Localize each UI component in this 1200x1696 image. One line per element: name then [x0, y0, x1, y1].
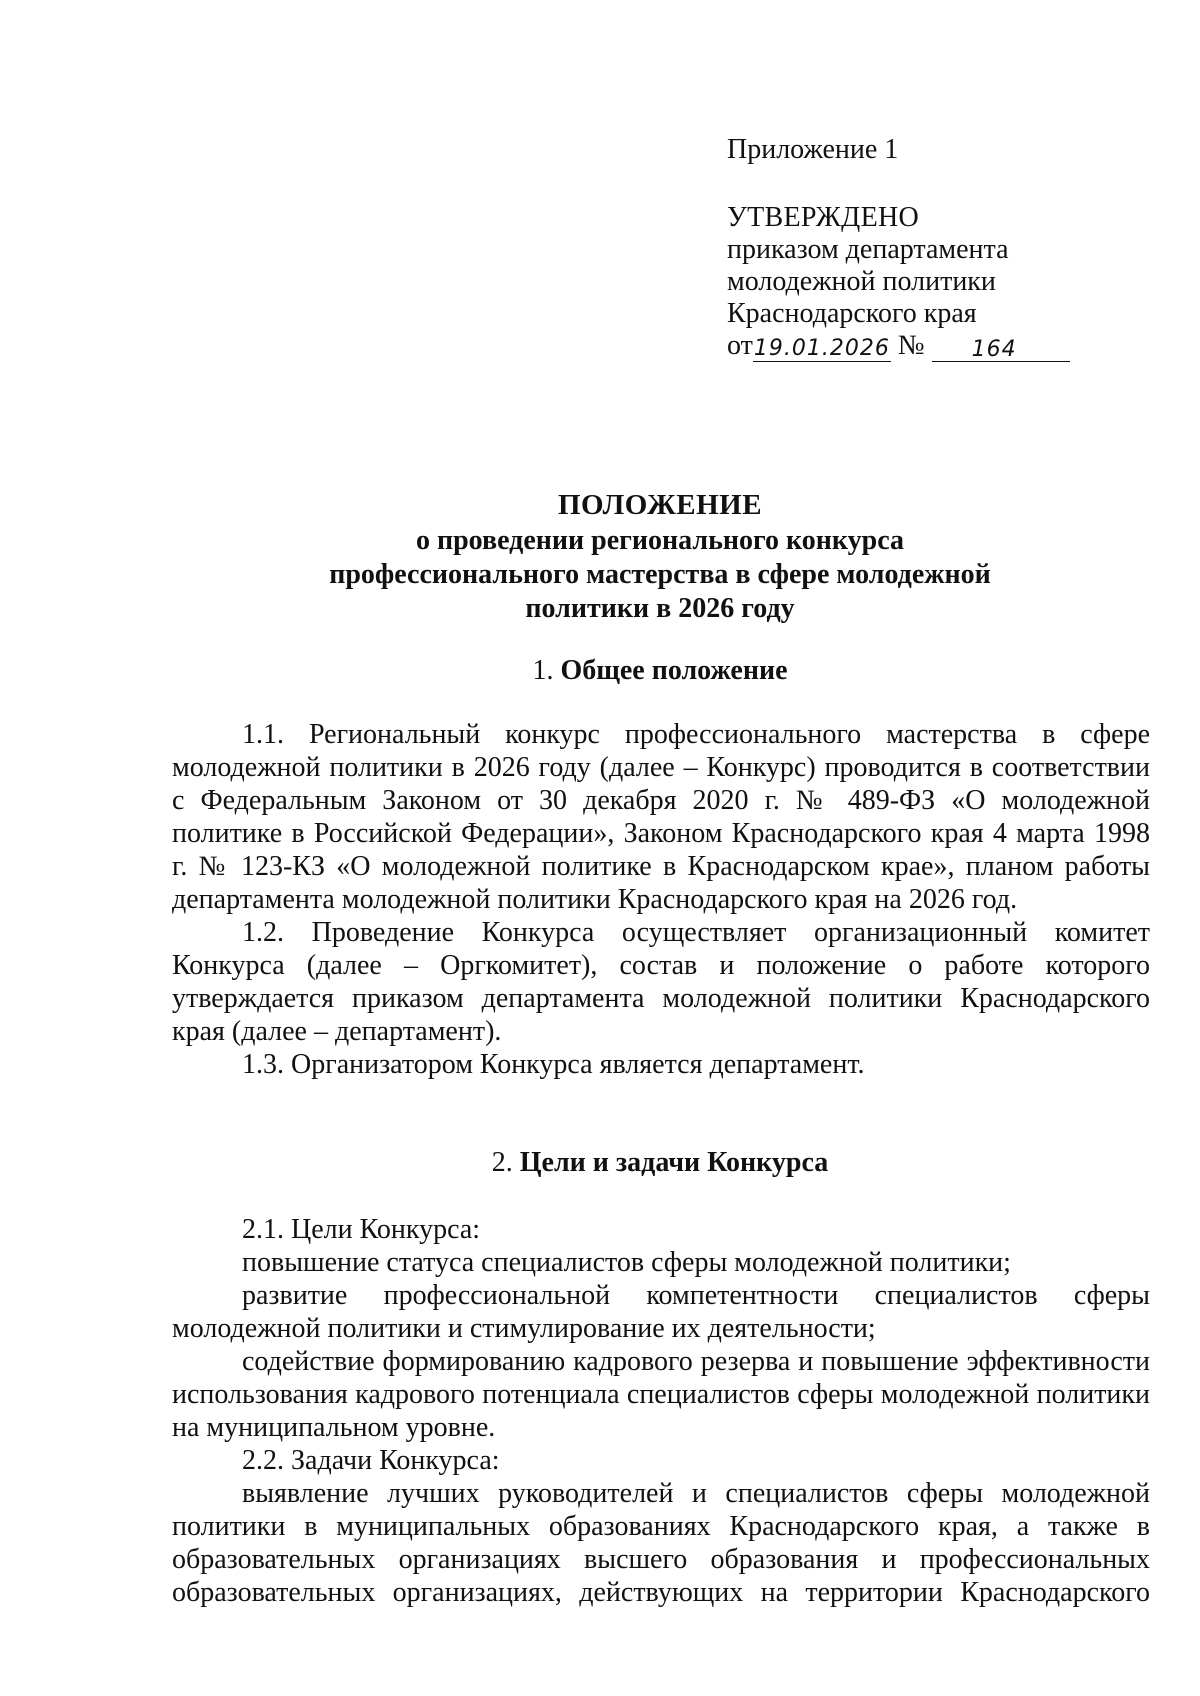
title-main: ПОЛОЖЕНИЕ [557, 489, 763, 521]
paragraph-goal-2: развитие профессиональной компетентности специалистов сферы молодежной политики и стимулирование их деятельности; [172, 1280, 1150, 1344]
approval-line-2: молодежной политики [727, 266, 996, 297]
paragraph-1-3: 1.3. Организатором Конкурса является департамент. [242, 1049, 865, 1080]
appendix-label: Приложение 1 [727, 134, 899, 165]
approval-line-3: Краснодарского края [727, 298, 977, 329]
title-line-1: о проведении регионального конкурса [415, 525, 905, 556]
paragraph-task-1: выявление лучших руководителей и специалистов сферы молодежной политики в муниципальных образованиях Краснодарского края, а также в образовательных организациях высшего образования и профессиональных образовательных организациях, действующих на территории Краснодарского [172, 1478, 1150, 1608]
paragraph-2-1: 2.1. Цели Конкурса: [242, 1214, 481, 1245]
handwritten-order-date: 19.01.2026 [753, 336, 890, 361]
paragraph-2-2: 2.2. Задачи Конкурса: [242, 1445, 500, 1476]
document-title [170, 488, 1150, 626]
approval-line-1: приказом департамента [727, 234, 1009, 265]
section-2-heading [170, 1146, 1150, 1180]
section-2-body [172, 1213, 1150, 1609]
number-label: № [897, 330, 925, 361]
title-line-3: политики в 2026 году [525, 593, 795, 624]
paragraph-goal-3: содействие формированию кадрового резерва и повышение эффективности использования кадрового потенциала специалистов сферы молодежной политики на муниципальном уровне. [172, 1346, 1150, 1443]
section-1-number: 1. [532, 655, 554, 686]
order-date-number-row [727, 330, 1087, 364]
paragraph-1-2: 1.2. Проведение Конкурса осуществляет организационный комитет Конкурса (далее – Оргкомитет), состав и положение о работе которого утверждается приказом департамента молодежной политики Краснодарского края (далее – департамент). [172, 917, 1150, 1047]
section-1-body [172, 718, 1150, 1081]
approved-stamp-text: УТВЕРЖДЕНО [727, 202, 920, 233]
handwritten-order-number: 164 [971, 337, 1017, 362]
section-1-heading [170, 654, 1150, 688]
paragraph-1-1: 1.1. Региональный конкурс профессионального мастерства в сфере молодежной политики в 2026 году (далее – Конкурс) проводится в соответствии с Федеральным Законом от 30 декабря 2020 г. № 489-ФЗ «О молодежной политике в Российской Федерации», Законом Краснодарского края 4 марта 1998 г. № 123-КЗ «О молодежной политике в Краснодарском крае», планом работы департамента молодежной политики Краснодарского края на 2026 год. [172, 719, 1150, 915]
order-date-blank [753, 331, 891, 362]
from-label: от [727, 330, 753, 361]
title-line-2: профессионального мастерства в сфере молодежной [329, 559, 991, 590]
order-number-blank [932, 332, 1070, 362]
section-2-number: 2. [491, 1147, 513, 1178]
paragraph-goal-1: повышение статуса специалистов сферы молодежной политики; [242, 1247, 1011, 1278]
section-2-title: Цели и задачи Конкурса [519, 1147, 829, 1178]
approval-block [727, 134, 1087, 364]
section-1-title: Общее положение [560, 655, 788, 686]
